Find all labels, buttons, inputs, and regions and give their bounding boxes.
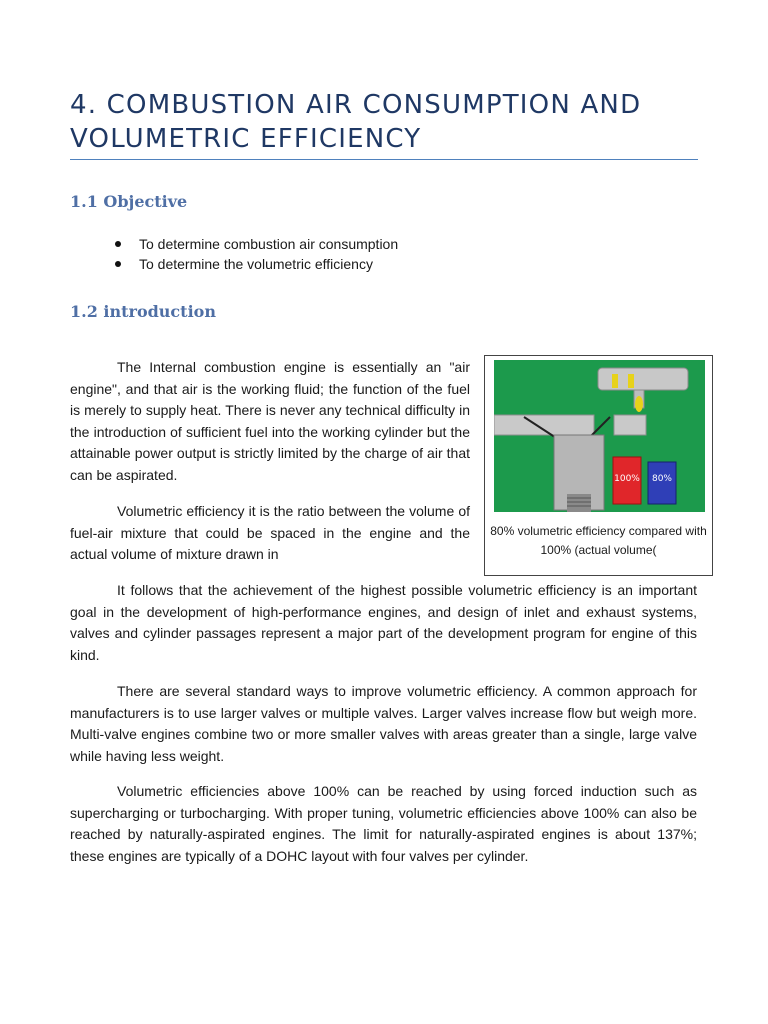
intro-paragraph-2: Volumetric efficiency it is the ratio between the volume of fuel-air mixture that could be spaced in the engine and the actual volume of mixture drawn in xyxy=(70,503,470,563)
list-item xyxy=(113,254,398,274)
blue-bar-label: 80% xyxy=(651,474,673,484)
chapter-title xyxy=(70,88,710,156)
bullet-icon xyxy=(115,261,121,267)
intro-paragraph-3: It follows that the achievement of the highest possible volumetric efficiency is an important goal in the development of high-performance engines, and design of inlet and exhaust systems, valves and cylinder passages represent a major part of the development program for engine of this kind. xyxy=(70,582,697,663)
introduction-heading: 1.2 introduction xyxy=(70,302,216,321)
intro-paragraph-1: The Internal combustion engine is essentially an "air engine", and that air is the working fluid; the function of the fuel is merely to supply heat. There is never any technical difficulty in the introduction of sufficient fuel into the working cylinder but the attainable power output is strictly limited by the charge of air that can be aspirated. xyxy=(70,359,470,483)
intro-paragraph-5: Volumetric efficiencies above 100% can be reached by using forced induction such as supercharging or turbocharging. With proper tuning, volumetric efficiencies above 100% can also be reached by naturally-aspirated engines. The limit for naturally-aspirated engines is about 137%; these engines are typically of a DOHC layout with four valves per cylinder. xyxy=(70,783,697,864)
chapter-title-line-1: 4. COMBUSTION AIR CONSUMPTION AND xyxy=(70,90,642,120)
title-rule xyxy=(70,159,698,160)
figure-caption: 80% volumetric efficiency compared with 100% (actual volume( xyxy=(490,524,707,557)
list-item-text: To determine combustion air consumption xyxy=(139,236,399,252)
red-bar-label: 100% xyxy=(614,474,640,484)
intro-paragraph-4: There are several standard ways to improve volumetric efficiency. A common approach for manufacturers is to use larger valves or multiple valves. Larger valves increase flow but weigh more. Multi-valve engines combine two or more smaller valves with areas greater than a single, large valve while having less weight. xyxy=(70,683,697,764)
list-item xyxy=(113,234,398,254)
engine-valve-illustration xyxy=(494,360,705,512)
objective-list xyxy=(113,234,398,274)
list-item-text: To determine the volumetric efficiency xyxy=(139,256,373,272)
objective-heading: 1.1 Objective xyxy=(70,192,188,211)
chapter-title-line-2: VOLUMETRIC EFFICIENCY xyxy=(70,124,422,154)
bullet-icon xyxy=(115,241,121,247)
figure-box xyxy=(484,355,713,576)
